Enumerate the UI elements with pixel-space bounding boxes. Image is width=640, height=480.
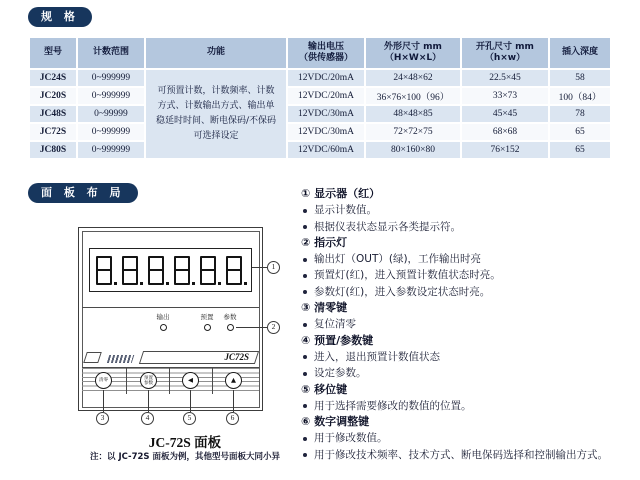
- annotation-bullet: [301, 219, 635, 235]
- spec-table-header-row: [30, 38, 610, 68]
- callout-2: 2: [267, 321, 280, 334]
- annotation-heading: ① 显示器（红）: [301, 187, 381, 200]
- button-divider: [126, 368, 127, 394]
- cell-model: JC20S: [30, 88, 76, 104]
- annotation-bullet: [301, 251, 635, 267]
- panel-caption: JC-72S 面板: [148, 435, 222, 450]
- annotation-heading: ② 指示灯: [301, 235, 348, 249]
- cell-dimensions: 72×72×75: [366, 124, 460, 140]
- bullet-text: 复位清零: [314, 318, 356, 331]
- cell-hole: 76×152: [462, 142, 548, 158]
- spec-row: [30, 106, 610, 122]
- cell-voltage: 12VDC/60mA: [288, 142, 364, 158]
- annotation-bullet: [301, 284, 635, 300]
- cell-range: 0~99999: [78, 106, 144, 122]
- spec-row: [30, 142, 610, 158]
- bullet-text: 参数灯(红)，进入参数设定状态时亮。: [314, 285, 491, 298]
- bullet-text: 根据仪表状态显示各类提示符。: [314, 220, 461, 233]
- cell-depth: 65: [550, 124, 610, 140]
- cell-dimensions: 24×48×62: [366, 70, 460, 86]
- clear-button: [95, 372, 112, 389]
- callout-5: 5: [183, 412, 196, 425]
- annotation-heading: ③ 清零键: [301, 301, 348, 315]
- button-label: 清零: [99, 378, 108, 383]
- preset-lamp-icon: [204, 324, 211, 331]
- spec-section-badge: 规 格: [28, 7, 92, 27]
- cell-range: 0~999999: [78, 88, 144, 104]
- annotation-bullet: [301, 202, 635, 218]
- model-nameplate: [139, 351, 259, 364]
- bullet-text: 预置灯(红)，进入预置计数值状态时亮。: [314, 269, 501, 282]
- output-lamp-icon: [160, 324, 167, 331]
- cell-dimensions: 36×76×100（96）: [366, 88, 460, 104]
- bezel-accent-shape: [83, 352, 102, 363]
- cell-range: 0~999999: [78, 142, 144, 158]
- button-divider: [212, 368, 213, 394]
- cell-range: 0~999999: [78, 124, 144, 140]
- brand-logo: [107, 355, 135, 363]
- cell-depth: 100（84）: [550, 88, 610, 104]
- bullet-text: 用于修改技术频率、技术方式、断电保码选择和控制输出方式。: [314, 448, 608, 461]
- panel-section-badge: 面 板 布 局: [28, 183, 138, 203]
- bullet-text: 显示计数值。: [314, 204, 377, 217]
- annotation-bullet: [301, 447, 635, 463]
- callout-line: [148, 390, 149, 412]
- cell-range: 0~999999: [78, 70, 144, 86]
- col-header-voltage: 输出电压 （供传感器）: [288, 38, 364, 68]
- model-label: JC72S: [224, 352, 249, 362]
- cell-model: JC72S: [30, 124, 76, 140]
- callout-line: [103, 390, 104, 412]
- annotation-bullet: [301, 267, 635, 283]
- cell-dimensions: 80×160×80: [366, 142, 460, 158]
- segment-digit: [174, 256, 190, 285]
- button-divider: [169, 368, 170, 394]
- annotation-heading: ⑥ 数字调整键: [301, 415, 370, 429]
- spec-row: [30, 88, 610, 104]
- bullet-text: 输出灯（OUT）(绿)，工作输出时亮: [314, 253, 482, 266]
- annotation-bullet: [301, 365, 635, 381]
- annotation-bullet: [301, 349, 635, 365]
- cell-hole: 22.5×45: [462, 70, 548, 86]
- bullet-text: 用于修改数值。: [314, 432, 388, 445]
- callout-3: 3: [96, 412, 109, 425]
- cell-hole: 45×45: [462, 106, 548, 122]
- cell-voltage: 12VDC/20mA: [288, 88, 364, 104]
- callout-6: 6: [226, 412, 239, 425]
- annotation-bullet: [301, 398, 635, 414]
- callout-line: [233, 390, 234, 412]
- annotation-heading: ⑤ 移位键: [301, 382, 348, 396]
- spec-row: [30, 124, 610, 140]
- parameter-lamp-icon: [227, 324, 234, 331]
- seven-segment-display: [89, 248, 252, 292]
- indicator-parameter: [214, 314, 246, 331]
- callout-line: [190, 390, 191, 412]
- cell-hole: 68×68: [462, 124, 548, 140]
- button-label: 参数: [144, 380, 153, 386]
- cell-model: JC80S: [30, 142, 76, 158]
- col-header-model: 型号: [30, 38, 76, 68]
- cell-function: 可预置计数，计数频率、计数方式、计数输出方式、输出单稳延时时间、断电保码/不保码可选择设定: [146, 70, 286, 158]
- annotation-list: [301, 186, 635, 463]
- bullet-text: 进入，退出预置计数值状态: [314, 350, 440, 363]
- col-header-hole: 开孔尺寸 mm （h×w）: [462, 38, 548, 68]
- shift-button: [182, 372, 199, 389]
- bullet-text: 用于选择需要修改的数值的位置。: [314, 399, 472, 412]
- bullet-text: 设定参数。: [314, 367, 367, 380]
- cell-depth: 65: [550, 142, 610, 158]
- callout-line: [236, 327, 267, 328]
- cell-voltage: 12VDC/30mA: [288, 106, 364, 122]
- left-arrow-icon: ◀: [188, 376, 193, 384]
- up-arrow-icon: ▲: [231, 376, 236, 384]
- button-label: 预置: [144, 375, 153, 381]
- logo-strip: [79, 350, 264, 366]
- col-header-depth: 插入深度: [550, 38, 610, 68]
- col-header-dimensions: 外形尺寸 mm （H×W×L）: [366, 38, 460, 68]
- cell-voltage: 12VDC/20mA: [288, 70, 364, 86]
- cell-voltage: 12VDC/30mA: [288, 124, 364, 140]
- cell-model: JC48S: [30, 106, 76, 122]
- callout-1: 1: [267, 261, 280, 274]
- segment-digit: [122, 256, 138, 285]
- cell-model: JC24S: [30, 70, 76, 86]
- segment-digit: [148, 256, 164, 285]
- cell-dimensions: 48×48×85: [366, 106, 460, 122]
- panel-divider: [82, 307, 259, 308]
- segment-digit: [96, 256, 112, 285]
- indicator-label: 预置: [200, 313, 214, 321]
- col-header-function: 功能: [146, 38, 286, 68]
- indicator-label: 参数: [223, 313, 237, 321]
- indicator-label: 输出: [156, 313, 170, 321]
- increment-button: [225, 372, 242, 389]
- annotation-heading: ④ 预置/参数键: [301, 333, 374, 347]
- cell-depth: 78: [550, 106, 610, 122]
- cell-depth: 58: [550, 70, 610, 86]
- annotation-bullet: [301, 316, 635, 332]
- panel-note: 注：以 JC-72S 面板为例，其他型号面板大同小异: [90, 452, 280, 462]
- segment-digit: [200, 256, 216, 285]
- callout-4: 4: [141, 412, 154, 425]
- preset-parameter-button: [140, 372, 157, 389]
- spec-table: [28, 36, 612, 160]
- segment-digit: [226, 256, 242, 285]
- indicator-output: [147, 314, 179, 331]
- annotation-bullet: [301, 430, 635, 446]
- cell-hole: 33×73: [462, 88, 548, 104]
- callout-line: [252, 267, 267, 268]
- col-header-range: 计数范围: [78, 38, 144, 68]
- spec-row: [30, 70, 610, 86]
- panel-front-bezel: [78, 227, 263, 411]
